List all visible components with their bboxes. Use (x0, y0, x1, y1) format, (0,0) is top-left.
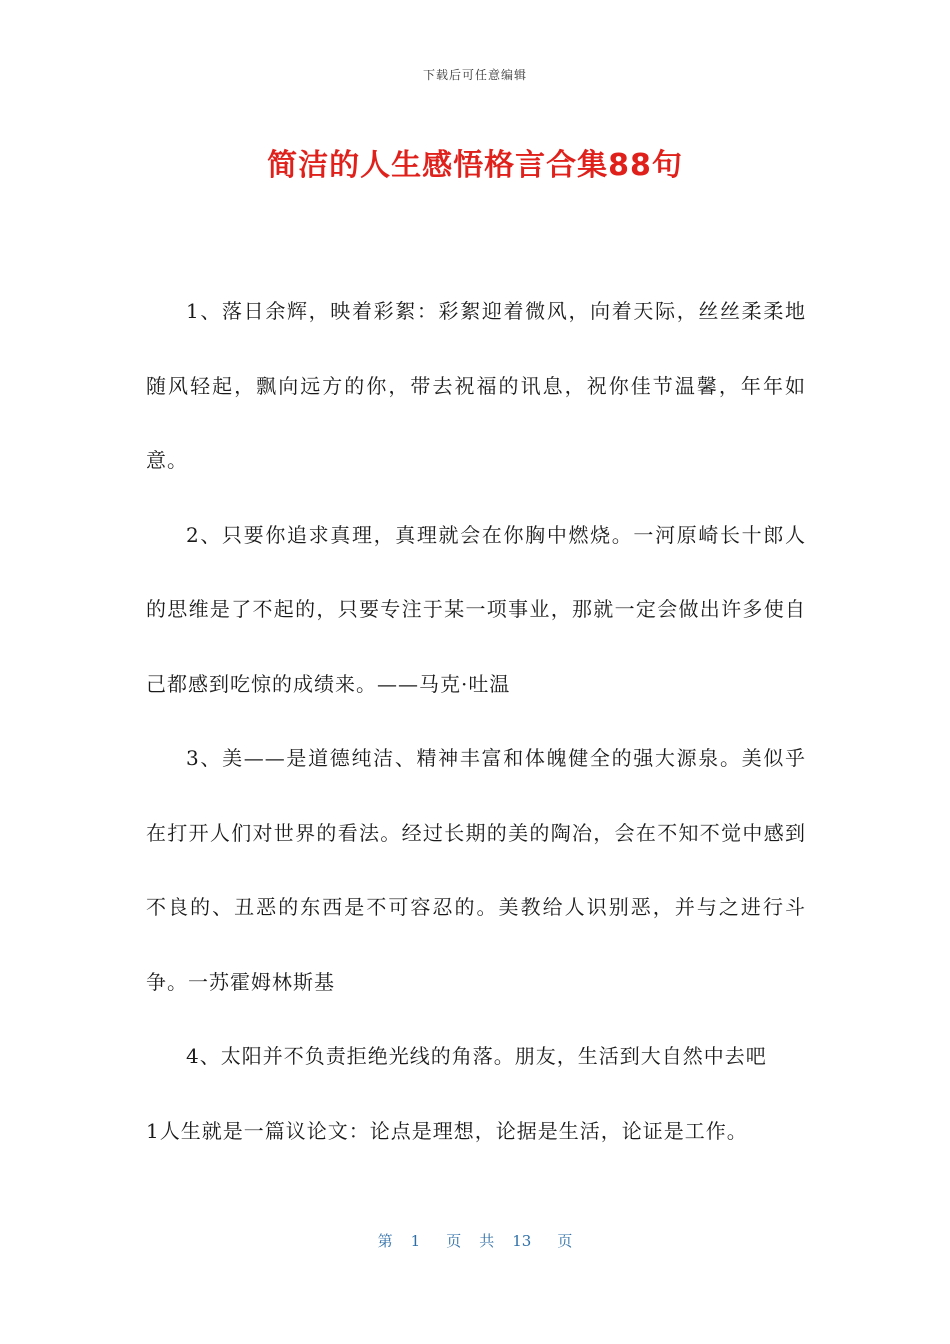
footer-page-prefix: 第 (377, 1232, 393, 1250)
footer-total-word: 共 (479, 1232, 495, 1250)
footer-page-word: 页 (446, 1232, 462, 1250)
header-note: 下载后可任意编辑 (422, 68, 527, 82)
paragraph-1: 1、落日余辉，映着彩絮：彩絮迎着微风，向着天际，丝丝柔柔地随风轻起，飘向远方的你，带去祝福的讯息，祝你佳节温馨，年年如意。 (146, 299, 806, 472)
document-body (146, 274, 806, 1168)
paragraph-3: 3、美——是道德纯洁、精神丰富和体魄健全的强大源泉。美似乎在打开人们对世界的看法。经过长期的美的陶冶，会在不知不觉中感到不良的、丑恶的东西是不可容忍的。美教给人识别恶，并与之进行斗争。一苏霍姆林斯基 (146, 746, 806, 994)
paragraph-4: 4、太阳并不负责拒绝光线的角落。朋友，生活到大自然中去吧 (186, 1044, 767, 1068)
footer-page-number: 1 (410, 1232, 421, 1250)
document-title: 简洁的人生感悟格言合集88句 (267, 148, 683, 183)
footer-total-pages: 13 (512, 1232, 532, 1250)
paragraph-5: 1人生就是一篇议论文：论点是理想，论据是生活，论证是工作。 (146, 1118, 748, 1143)
paragraph-2: 2、只要你追求真理，真理就会在你胸中燃烧。一河原崎长十郎人的思维是了不起的，只要专注于某一项事业，那就一定会做出许多使自己都感到吃惊的成绩来。——马克·吐温 (146, 522, 806, 696)
footer-page-suffix: 页 (557, 1232, 573, 1250)
page-footer (0, 1230, 950, 1251)
